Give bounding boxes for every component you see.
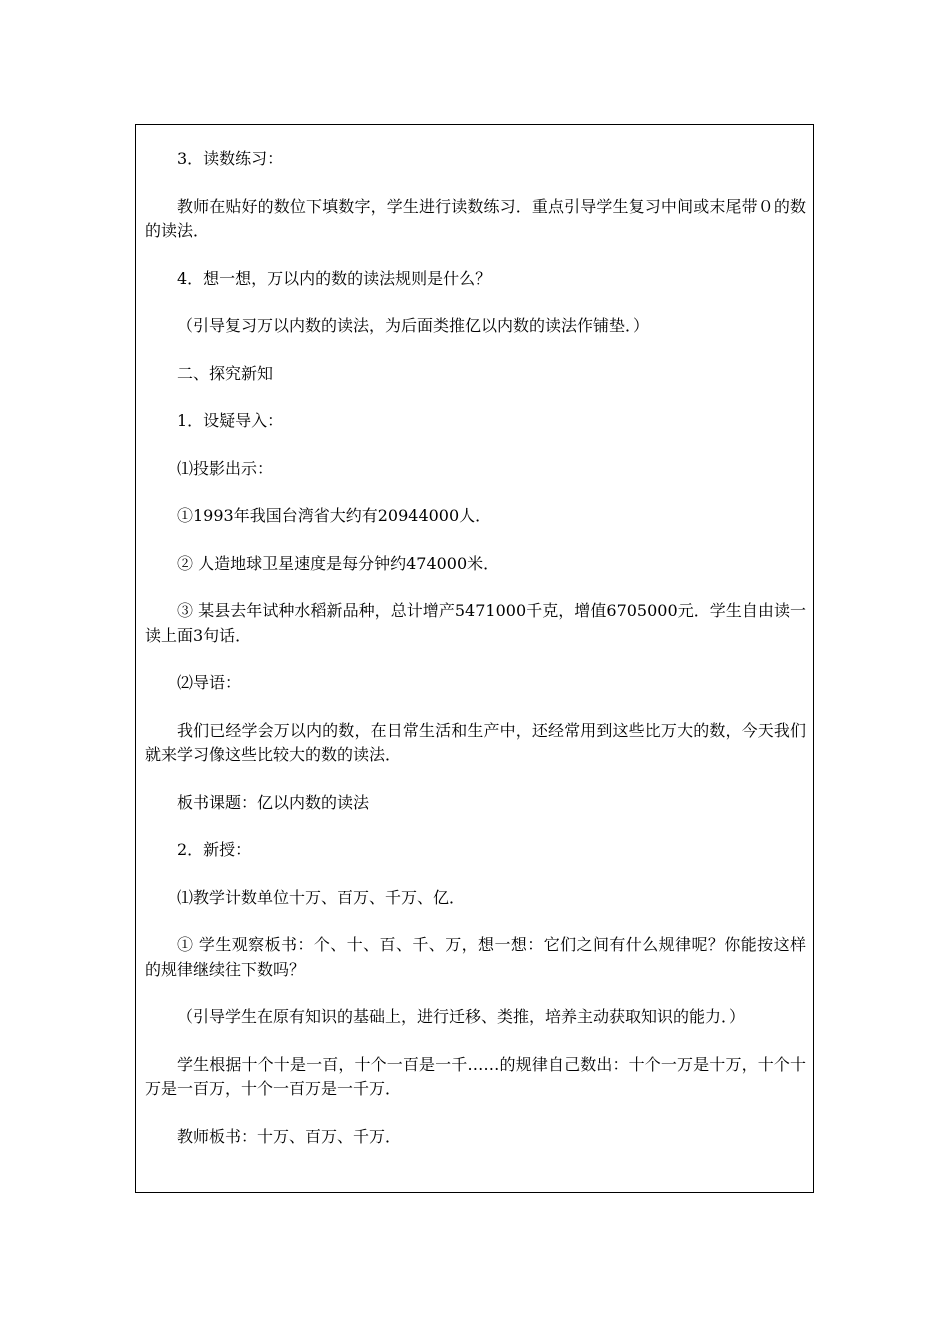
paragraph: （引导学生在原有知识的基础上，进行迁移、类推，培养主动获取知识的能力．） [177,1007,746,1026]
paragraph: （引导复习万以内数的读法，为后面类推亿以内数的读法作铺垫．） [177,316,650,335]
document-body [145,147,806,1172]
paragraph: 板书课题：亿以内数的读法 [177,792,370,812]
list-item: ② 人造地球卫星速度是每分钟约474000米． [177,553,500,573]
list-item: ③ 某县去年试种水稻新品种，总计增产5471000千克，增值6705000元．学生自由读一读上面3句话． [145,601,806,645]
paragraph: ⑵导语： [177,673,242,692]
paragraph: 3．读数练习： [177,149,284,168]
paragraph: ⑴教学计数单位十万、百万、千万、亿． [177,887,466,907]
paragraph: 学生根据十个十是一百，十个一百是一千……的规律自己数出：十个一万是十万，十个十万是一百万，十个一百万是一千万． [145,1054,806,1098]
list-item: ① 学生观察板书：个、十、百、千、万，想一想：它们之间有什么规律呢？你能按这样的规律继续往下数吗？ [145,935,806,979]
list-item: ①1993年我国台湾省大约有20944000人． [177,506,492,525]
paragraph: 2．新授： [177,840,252,859]
section-heading: 二、探究新知 [177,363,274,383]
paragraph: 4．想一想，万以内的数的读法规则是什么？ [177,268,492,288]
paragraph: ⑴投影出示： [177,458,274,478]
document-frame [135,124,814,1193]
paragraph: 教师板书：十万、百万、千万． [177,1126,402,1146]
paragraph: 我们已经学会万以内的数，在日常生活和生产中，还经常用到这些比万大的数，今天我们就来学习像这些比较大的数的读法． [145,720,806,764]
paragraph: 教师在贴好的数位下填数字，学生进行读数练习．重点引导学生复习中间或末尾带０的数的读法． [145,196,806,240]
paragraph: 1．设疑导入： [177,411,284,430]
